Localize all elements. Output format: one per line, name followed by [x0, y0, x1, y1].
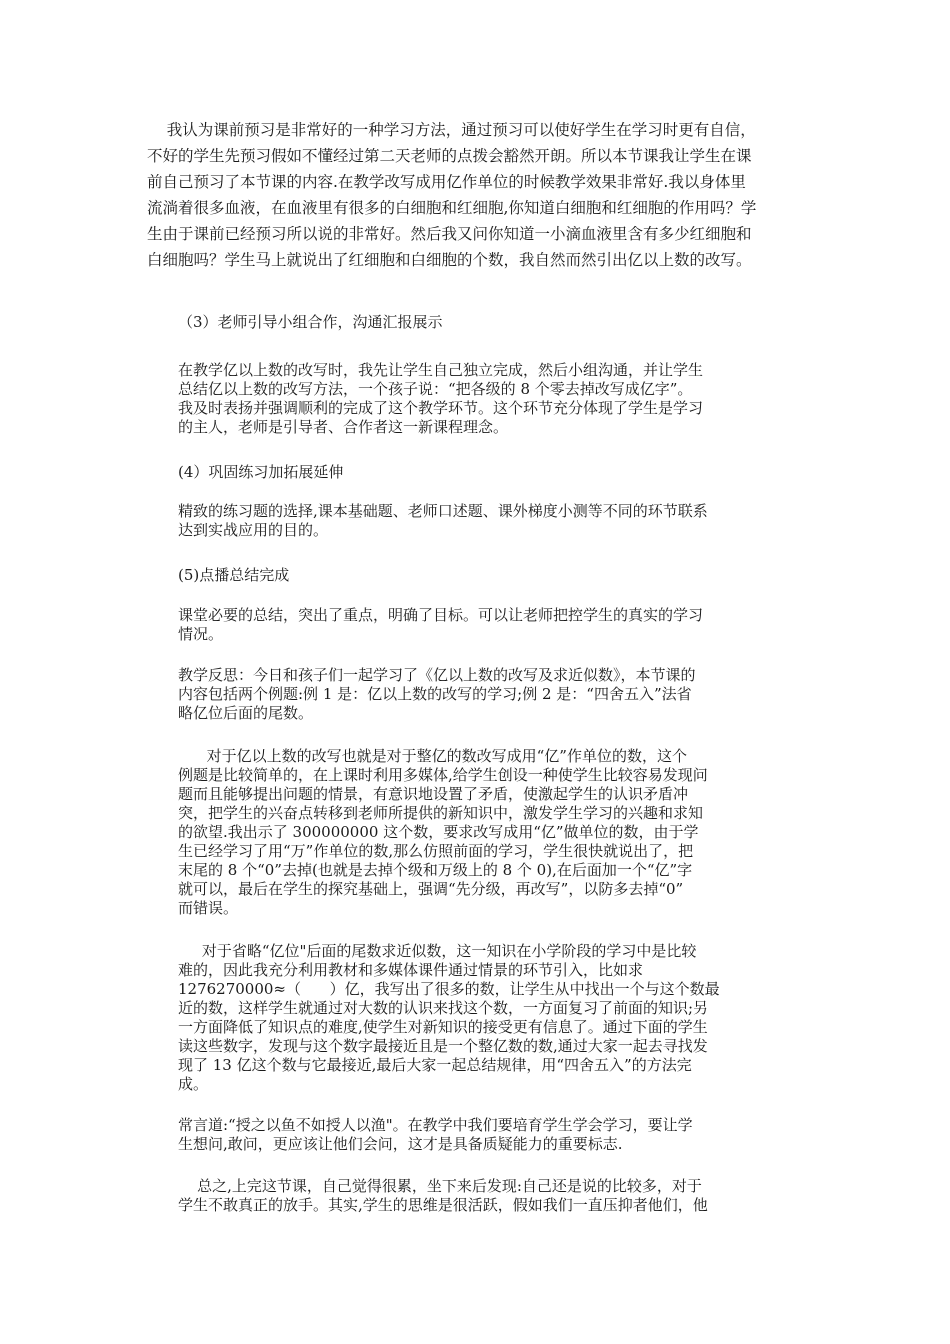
paragraph-proverb: 常言道:“授之以鱼不如授人以渔"。在教学中我们要培育学生学会学习，要让学 生想问,敢问，更应该让他们会问，这才是具备质疑能力的重要标志.	[178, 1116, 693, 1153]
paragraph-example-2: 对于省略“亿位"后面的尾数求近似数，这一知识在小学阶段的学习中是比较 难的，因此我充分利用教材和多媒体课件通过情景的环节引入，比如求 1276270000≈（ ）亿，我写出了很多的数，让学生从中找出一个与这个数最 近的数，这样学生就通过对大数的认识来找这个数，一方面复习了前面的知识;另 一方面降低了知识点的难度,使学生对新知识的接受更有信息了。通过下面的学生 读这些数字，发现与这个数字最接近且是一个整亿数的数,通过大家一起去寻找发 现了 13 亿这个数与它最接近,最后大家一起总结规律，用“四舍五入”的方法完 成。	[178, 942, 720, 1093]
heading-step-5: (5)点播总结完成	[178, 566, 290, 584]
heading-step-4: (4）巩固练习加拓展延伸	[178, 463, 344, 481]
paragraph-reflection: 教学反思：今日和孩子们一起学习了《亿以上数的改写及求近似数》，本节课的 内容包括两个例题:例 1 是：亿以上数的改写的学习;例 2 是：“四舍五入”法省 略亿位后面的尾数。	[178, 666, 696, 722]
paragraph-step-4: 精致的练习题的选择,课本基础题、老师口述题、课外梯度小测等不同的环节联系 达到实战应用的目的。	[178, 502, 708, 539]
heading-step-3: （3）老师引导小组合作，沟通汇报展示	[178, 313, 443, 331]
paragraph-step-5: 课堂必要的总结，突出了重点，明确了目标。可以让老师把控学生的真实的学习 情况。	[178, 606, 704, 643]
paragraph-step-3: 在教学亿以上数的改写时，我先让学生自己独立完成，然后小组沟通，并让学生 总结亿以上数的改写方法，一个孩子说：“把各级的 8 个零去掉改写成亿字”。 我及时表扬并强调顺利的完成了这个教学环节。这个环节充分体现了学生是学习 的主人，老师是引导者、合作者这一新课程理念。	[178, 361, 704, 436]
paragraph-intro: 我认为课前预习是非常好的一种学习方法，通过预习可以使好学生在学习时更有自信， 不好的学生先预习假如不懂经过第二天老师的点拨会豁然开朗。所以本节课我让学生在课 前自己预习了本节课的内容.在教学改写成用亿作单位的时候教学效果非常好.我以身体里 流淌着很多血液，在血液里有很多的白细胞和红细胞,你知道白细胞和红细胞的作用吗？学 生由于课前已经预习所以说的非常好。然后我又问你知道一小滴血液里含有多少红细胞和 白细胞吗？学生马上就说出了红细胞和白细胞的个数，我自然而然引出亿以上数的改写。	[147, 121, 757, 269]
paragraph-conclusion: 总之,上完这节课，自己觉得很累，坐下来后发现:自己还是说的比较多，对于 学生不敢真正的放手。其实,学生的思维是很活跃，假如我们一直压抑者他们，他	[178, 1177, 708, 1214]
paragraph-example-1: 对于亿以上数的改写也就是对于整亿的数改写成用“亿”作单位的数，这个 例题是比较简单的，在上课时利用多媒体,给学生创设一种使学生比较容易发现问 题而且能够提出问题的情景，有意识地设置了矛盾，使激起学生的认识矛盾冲 突，把学生的兴奋点转移到老师所提供的新知识中，激发学生学习的兴趣和求知 的欲望.我出示了 300000000 这个数，要求改写成用“亿”做单位的数，由于学 生已经学习了用“万”作单位的数,那么仿照前面的学习，学生很快就说出了，把 末尾的 8 个“0”去掉(也就是去掉个级和万级上的 8 个 0),在后面加一个“亿”字 就可以，最后在学生的探究基础上，强调“先分级，再改写”，以防多去掉“0” 而错误。	[178, 747, 708, 917]
